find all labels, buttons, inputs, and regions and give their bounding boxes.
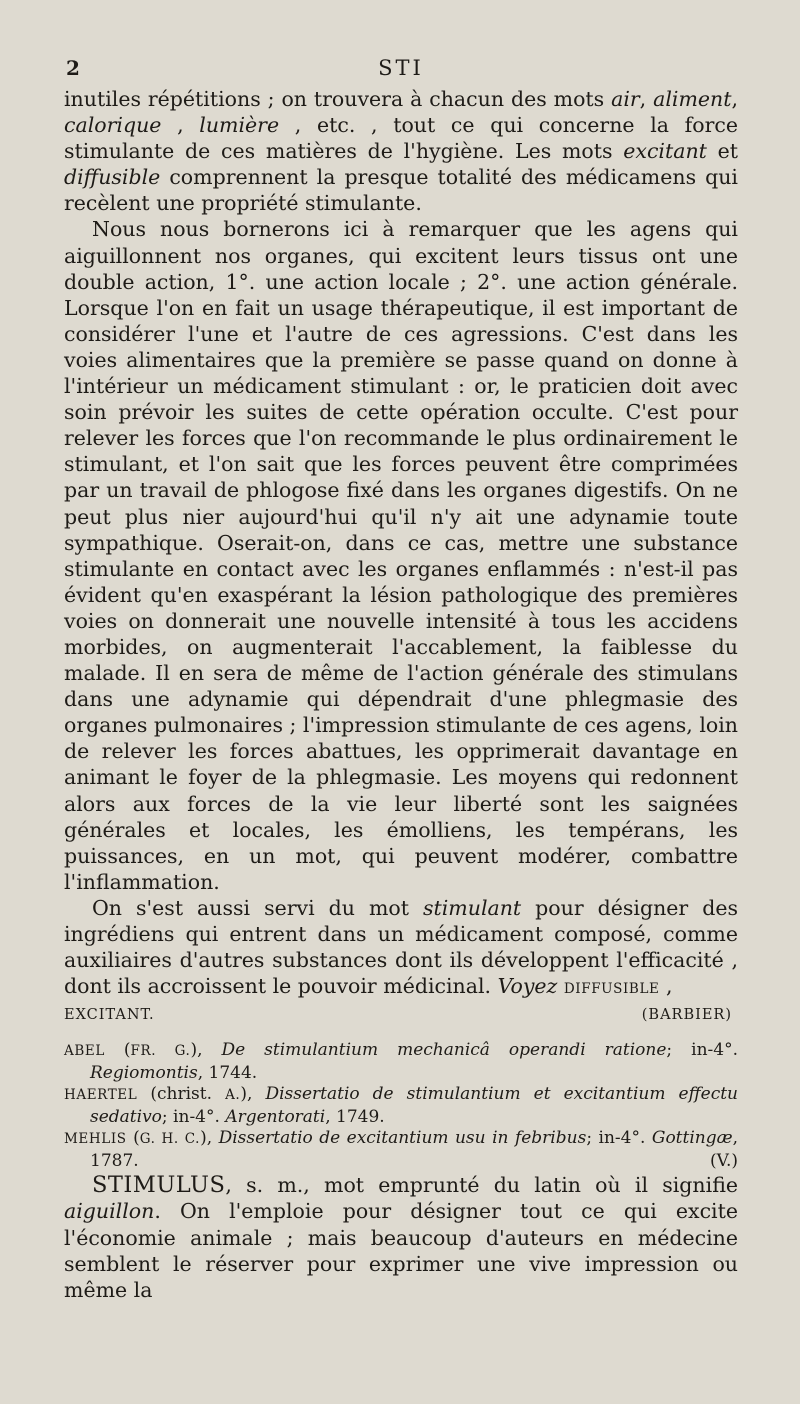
- italic-run: aiguillon: [64, 1199, 155, 1224]
- italic-run: air: [611, 87, 640, 111]
- page-header: [66, 56, 736, 86]
- bibliography-entry: HAERTEL (christ. A.), Dissertatio de stimulantium et excitantium effectu sedativo; in-4°. Argentorati, 1749.: [64, 1084, 738, 1127]
- italic-run: aliment: [653, 87, 732, 111]
- small-caps-run: ABEL: [64, 1043, 105, 1060]
- bibliography-entry: ABEL (FR. G.), De stimulantium mechanicâ operandi ratione; in-4°. Regiomontis, 1744.: [64, 1040, 738, 1083]
- small-caps-run: HAERTEL: [64, 1087, 138, 1104]
- italic-run: Argentorati: [225, 1106, 326, 1127]
- small-caps-run: MEHLIS: [64, 1131, 127, 1148]
- author-signature: (BARBIER): [641, 1007, 732, 1024]
- italic-run: Dissertatio de stimulantium et excitantium effectu sedativo: [90, 1084, 738, 1127]
- page-body: [64, 86, 738, 1303]
- italic-run: lumière: [199, 113, 280, 138]
- bibliography-entry-text: MEHLIS (G. H. C.), Dissertatio de excitantium usu in febribus; in-4°. Gottingæ, 1787.: [64, 1128, 738, 1171]
- italic-run: Voyez: [497, 974, 558, 999]
- bibliography-signoff: (V.): [710, 1150, 738, 1171]
- small-caps-run: DIFFUSIBLE: [563, 981, 660, 998]
- paragraph: On s'est aussi servi du mot stimulant pour désigner des ingrédiens qui entrent dans un médicament composé, comme auxiliaires d'autres substances dont ils développent l'efficacité , dont ils accroissent le pouvoir médicinal. Voyez DIFFUSIBLE ,: [64, 895, 738, 999]
- paragraph: Nous nous bornerons ici à remarquer que les agens qui aiguillonnent nos organes, qui excitent leurs tissus ont une double action, 1°. une action locale ; 2°. une action générale. Lorsque l'on en fait un usage thérapeutique, il est important de considérer l'une et l'autre de ces agressions. C'est dans les voies alimentaires que la première se passe quand on donne à l'intérieur un médicament stimulant : or, le praticien doit avec soin prévoir les suites de cette opération occulte. C'est pour relever les forces que l'on recommande le plus ordinairement le stimulant, et l'on sait que les forces peuvent être comprimées par un travail de phlogose fixé dans les organes digestifs. On ne peut plus nier aujourd'hui qu'il n'y ait une adynamie toute sympathique. Oserait-on, dans ce cas, mettre une substance stimulante en contact avec les organes enflammés : n'est-il pas évident qu'en exaspérant la lésion pathologique des premières voies on donnerait une nouvelle intensité à tous les accidens morbides, on augmenterait l'accablement, la faiblesse du malade. Il en sera de même de l'action générale des stimulans dans une adynamie qui dépendrait d'une phlegmasie des organes pulmonaires ; l'impression stimulante de ces agens, loin de relever les forces abattues, les opprimerait davantage en animant le foyer de la phlegmasie. Les moyens qui redonnent alors aux forces de la vie leur liberté sont les saignées générales et locales, les émolliens, les tempérans, les puissances, en un mot, qui peuvent modérer, combattre l'inflammation.: [64, 217, 738, 894]
- entry-headword: STIMULUS: [92, 1172, 226, 1199]
- dictionary-entry: [64, 1172, 738, 1302]
- page-number: 2: [66, 56, 80, 80]
- italic-run: calorique: [64, 113, 162, 138]
- italic-run: diffusible: [64, 165, 161, 190]
- small-caps-run: A.: [225, 1087, 241, 1104]
- italic-run: Gottingæ: [651, 1128, 733, 1149]
- running-head: STI: [378, 56, 424, 80]
- small-caps-run: FR. G.: [130, 1043, 191, 1060]
- paragraph: inutiles répétitions ; on trouvera à chacun des mots air, aliment, calorique , lumière , etc. , tout ce qui concerne la force stimulante de ces matières de l'hygiène. Les mots excitant et diffusible comprennent la presque totalité des médicamens qui recèlent une propriété stimulante.: [64, 87, 738, 216]
- bibliography: [64, 1040, 738, 1172]
- italic-run: De stimulantium mechanicâ operandi ratione: [221, 1040, 667, 1061]
- small-caps-run: G. H. C.: [139, 1131, 201, 1148]
- italic-run: excitant: [623, 139, 707, 164]
- italic-run: stimulant: [422, 895, 522, 920]
- article-signoff: [64, 1002, 738, 1028]
- bibliography-entry: [64, 1128, 738, 1172]
- entry-body: , s. m., mot emprunté du latin où il signifie aiguillon. On l'emploie pour désigner tout ce qui excite l'économie animale ; mais beaucoup d'auteurs en médecine semblent le réserver pour exprimer une vive impression ou même la: [64, 1173, 738, 1302]
- cross-reference: EXCITANT.: [64, 1007, 155, 1024]
- italic-run: Regiomontis: [90, 1062, 198, 1083]
- italic-run: Dissertatio de excitantium usu in febribus: [218, 1128, 587, 1149]
